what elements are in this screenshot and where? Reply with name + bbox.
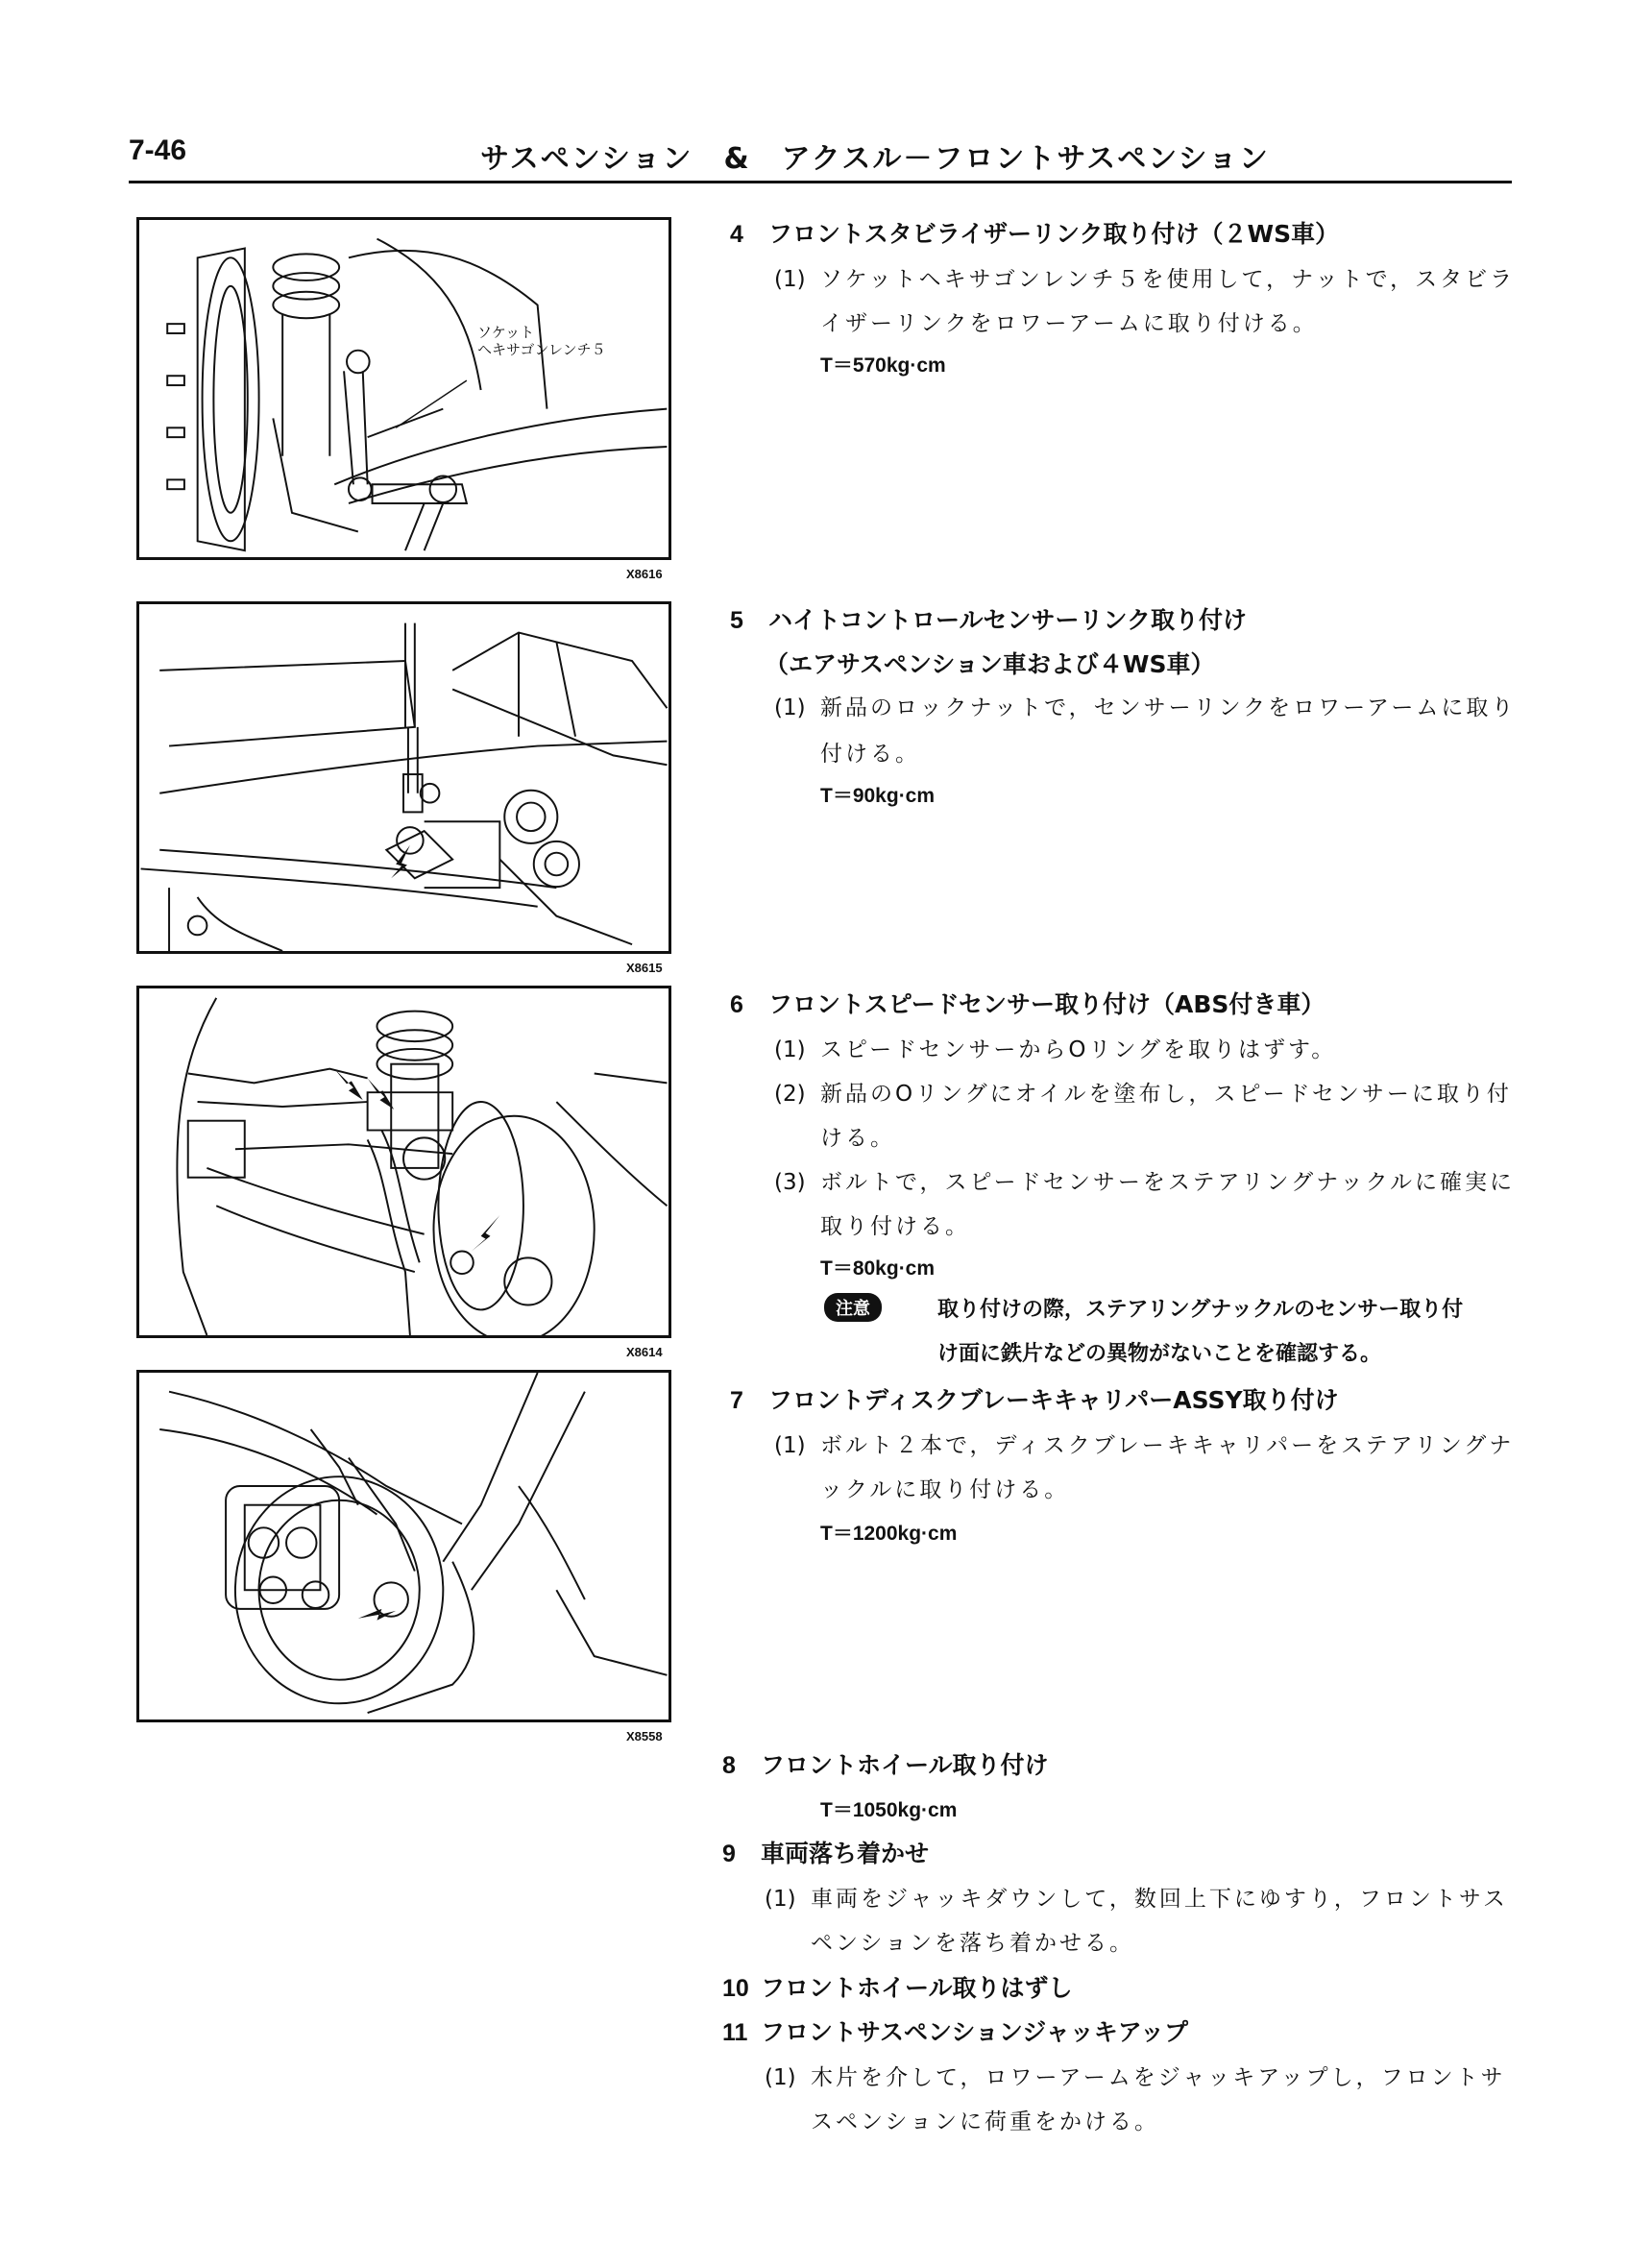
annotation-socket-hex-wrench: [477, 324, 606, 358]
step-number: 9: [722, 1841, 736, 1867]
step-7-title: [730, 1381, 1339, 1416]
step-4-sub-1-cont: イザーリンクをロワーアームに取り付ける。: [820, 311, 1318, 336]
speed-sensor-illustration: [139, 988, 669, 1335]
sub-text: 新品のロックナットで，センサーリンクをロワーアームに取り: [820, 695, 1517, 720]
figure-code: X8615: [626, 961, 663, 975]
sub-number: (1): [774, 1433, 806, 1458]
step-5-sub-1: [774, 690, 1516, 721]
step-9-title: [722, 1835, 929, 1869]
step-7-torque: T＝1200kg·cm: [820, 1523, 958, 1545]
figure-code: X8614: [626, 1345, 663, 1359]
page-title: サスペンション & アクスル－フロントサスペンション: [480, 142, 1270, 176]
sub-number: (1): [774, 267, 806, 292]
step-title: フロントホイール取りはずし: [761, 1974, 1073, 2002]
step-number: 6: [730, 991, 743, 1018]
sub-text: 木片を介して，ロワーアームをジャッキアップし，フロントサ: [811, 2065, 1506, 2090]
figure-code: X8558: [626, 1729, 663, 1744]
header-rule: [129, 181, 1512, 183]
step-6-sub-2-cont: ける。: [820, 1126, 895, 1151]
step-4-sub-1: [774, 261, 1515, 293]
figure-code: X8616: [626, 567, 663, 581]
page-number: 7-46: [129, 134, 187, 166]
sub-text: ボルトで，スピードセンサーをステアリングナックルに確実に: [820, 1170, 1515, 1195]
figure-stabilizer-link: [136, 217, 671, 560]
step-8-title: [722, 1746, 1049, 1781]
step-6-sub-1: [774, 1032, 1336, 1063]
step-title: フロントサスペンションジャッキアップ: [761, 2018, 1189, 2046]
figure-speed-sensor: [136, 986, 671, 1338]
step-10-title: [722, 1969, 1073, 2004]
step-6-title: [730, 986, 1325, 1020]
step-title: ハイトコントロールセンサーリンク取り付け: [768, 606, 1248, 634]
step-4-torque: T＝570kg·cm: [820, 354, 946, 377]
stabilizer-link-illustration: [139, 220, 669, 557]
sub-text: ソケットヘキサゴンレンチ５を使用して，ナットで，スタビラ: [820, 267, 1516, 292]
sub-number: (3): [774, 1170, 806, 1195]
step-number: 4: [730, 221, 743, 248]
step-7-sub-1-cont: ックルに取り付ける。: [820, 1477, 1070, 1502]
step-5-title: [730, 601, 1247, 636]
annotation-line-1: ソケット: [477, 324, 535, 341]
step-4-title: [730, 215, 1339, 250]
sub-number: (1): [774, 1037, 806, 1062]
caution-text-line-2: け面に鉄片などの異物がないことを確認する。: [937, 1342, 1382, 1366]
step-number: 7: [730, 1387, 743, 1414]
step-title: 車両落ち着かせ: [761, 1840, 930, 1867]
step-7-sub-1: [774, 1427, 1514, 1459]
step-11-sub-1: [765, 2060, 1506, 2091]
sub-number: (1): [765, 1887, 796, 1912]
step-11-sub-1-cont: スペンションに荷重をかける。: [811, 2109, 1159, 2134]
step-number: 11: [722, 2019, 748, 2046]
sub-text: 車両をジャッキダウンして，数回上下にゆすり，フロントサス: [811, 1887, 1508, 1912]
brake-caliper-illustration: [139, 1373, 669, 1719]
step-5-title-2: （エアサスペンション車および４WS車）: [765, 650, 1215, 678]
caution-badge: 注意: [824, 1293, 882, 1322]
figure-height-sensor-link: [136, 601, 671, 954]
step-6-sub-2: [774, 1076, 1512, 1108]
step-title: フロントディスクブレーキキャリパーASSY取り付け: [768, 1386, 1339, 1414]
step-9-sub-1-cont: ペンションを落ち着かせる。: [811, 1931, 1134, 1956]
step-number: 10: [722, 1975, 749, 2002]
step-8-torque: T＝1050kg·cm: [820, 1799, 958, 1821]
step-number: 5: [730, 607, 743, 634]
step-number: 8: [722, 1752, 736, 1779]
step-9-sub-1: [765, 1881, 1508, 1913]
figure-brake-caliper: [136, 1370, 671, 1722]
sub-number: (2): [774, 1082, 806, 1107]
step-6-sub-3-cont: 取り付ける。: [820, 1214, 970, 1239]
sub-number: (1): [765, 2065, 796, 2090]
sub-text: スピードセンサーからOリングを取りはずす。: [820, 1037, 1337, 1062]
sub-text: ボルト２本で，ディスクブレーキキャリパーをステアリングナ: [820, 1433, 1515, 1458]
step-6-sub-3: [774, 1164, 1515, 1196]
sub-text: 新品のOリングにオイルを塗布し，スピードセンサーに取り付: [820, 1082, 1512, 1107]
annotation-line-2: ヘキサゴンレンチ５: [477, 341, 606, 358]
step-5-sub-1-cont: 付ける。: [820, 742, 920, 767]
height-sensor-illustration: [139, 604, 669, 951]
sub-number: (1): [774, 695, 806, 720]
step-title: フロントスタビライザーリンク取り付け（２WS車）: [768, 220, 1340, 248]
step-title: フロントスピードセンサー取り付け（ABS付き車）: [768, 990, 1325, 1018]
step-6-torque: T＝80kg·cm: [820, 1257, 936, 1280]
step-title: フロントホイール取り付け: [761, 1751, 1049, 1779]
step-11-title: [722, 2013, 1188, 2048]
caution-text-line-1: 取り付けの際，ステアリングナックルのセンサー取り付: [937, 1298, 1464, 1322]
step-5-torque: T＝90kg·cm: [820, 785, 936, 807]
